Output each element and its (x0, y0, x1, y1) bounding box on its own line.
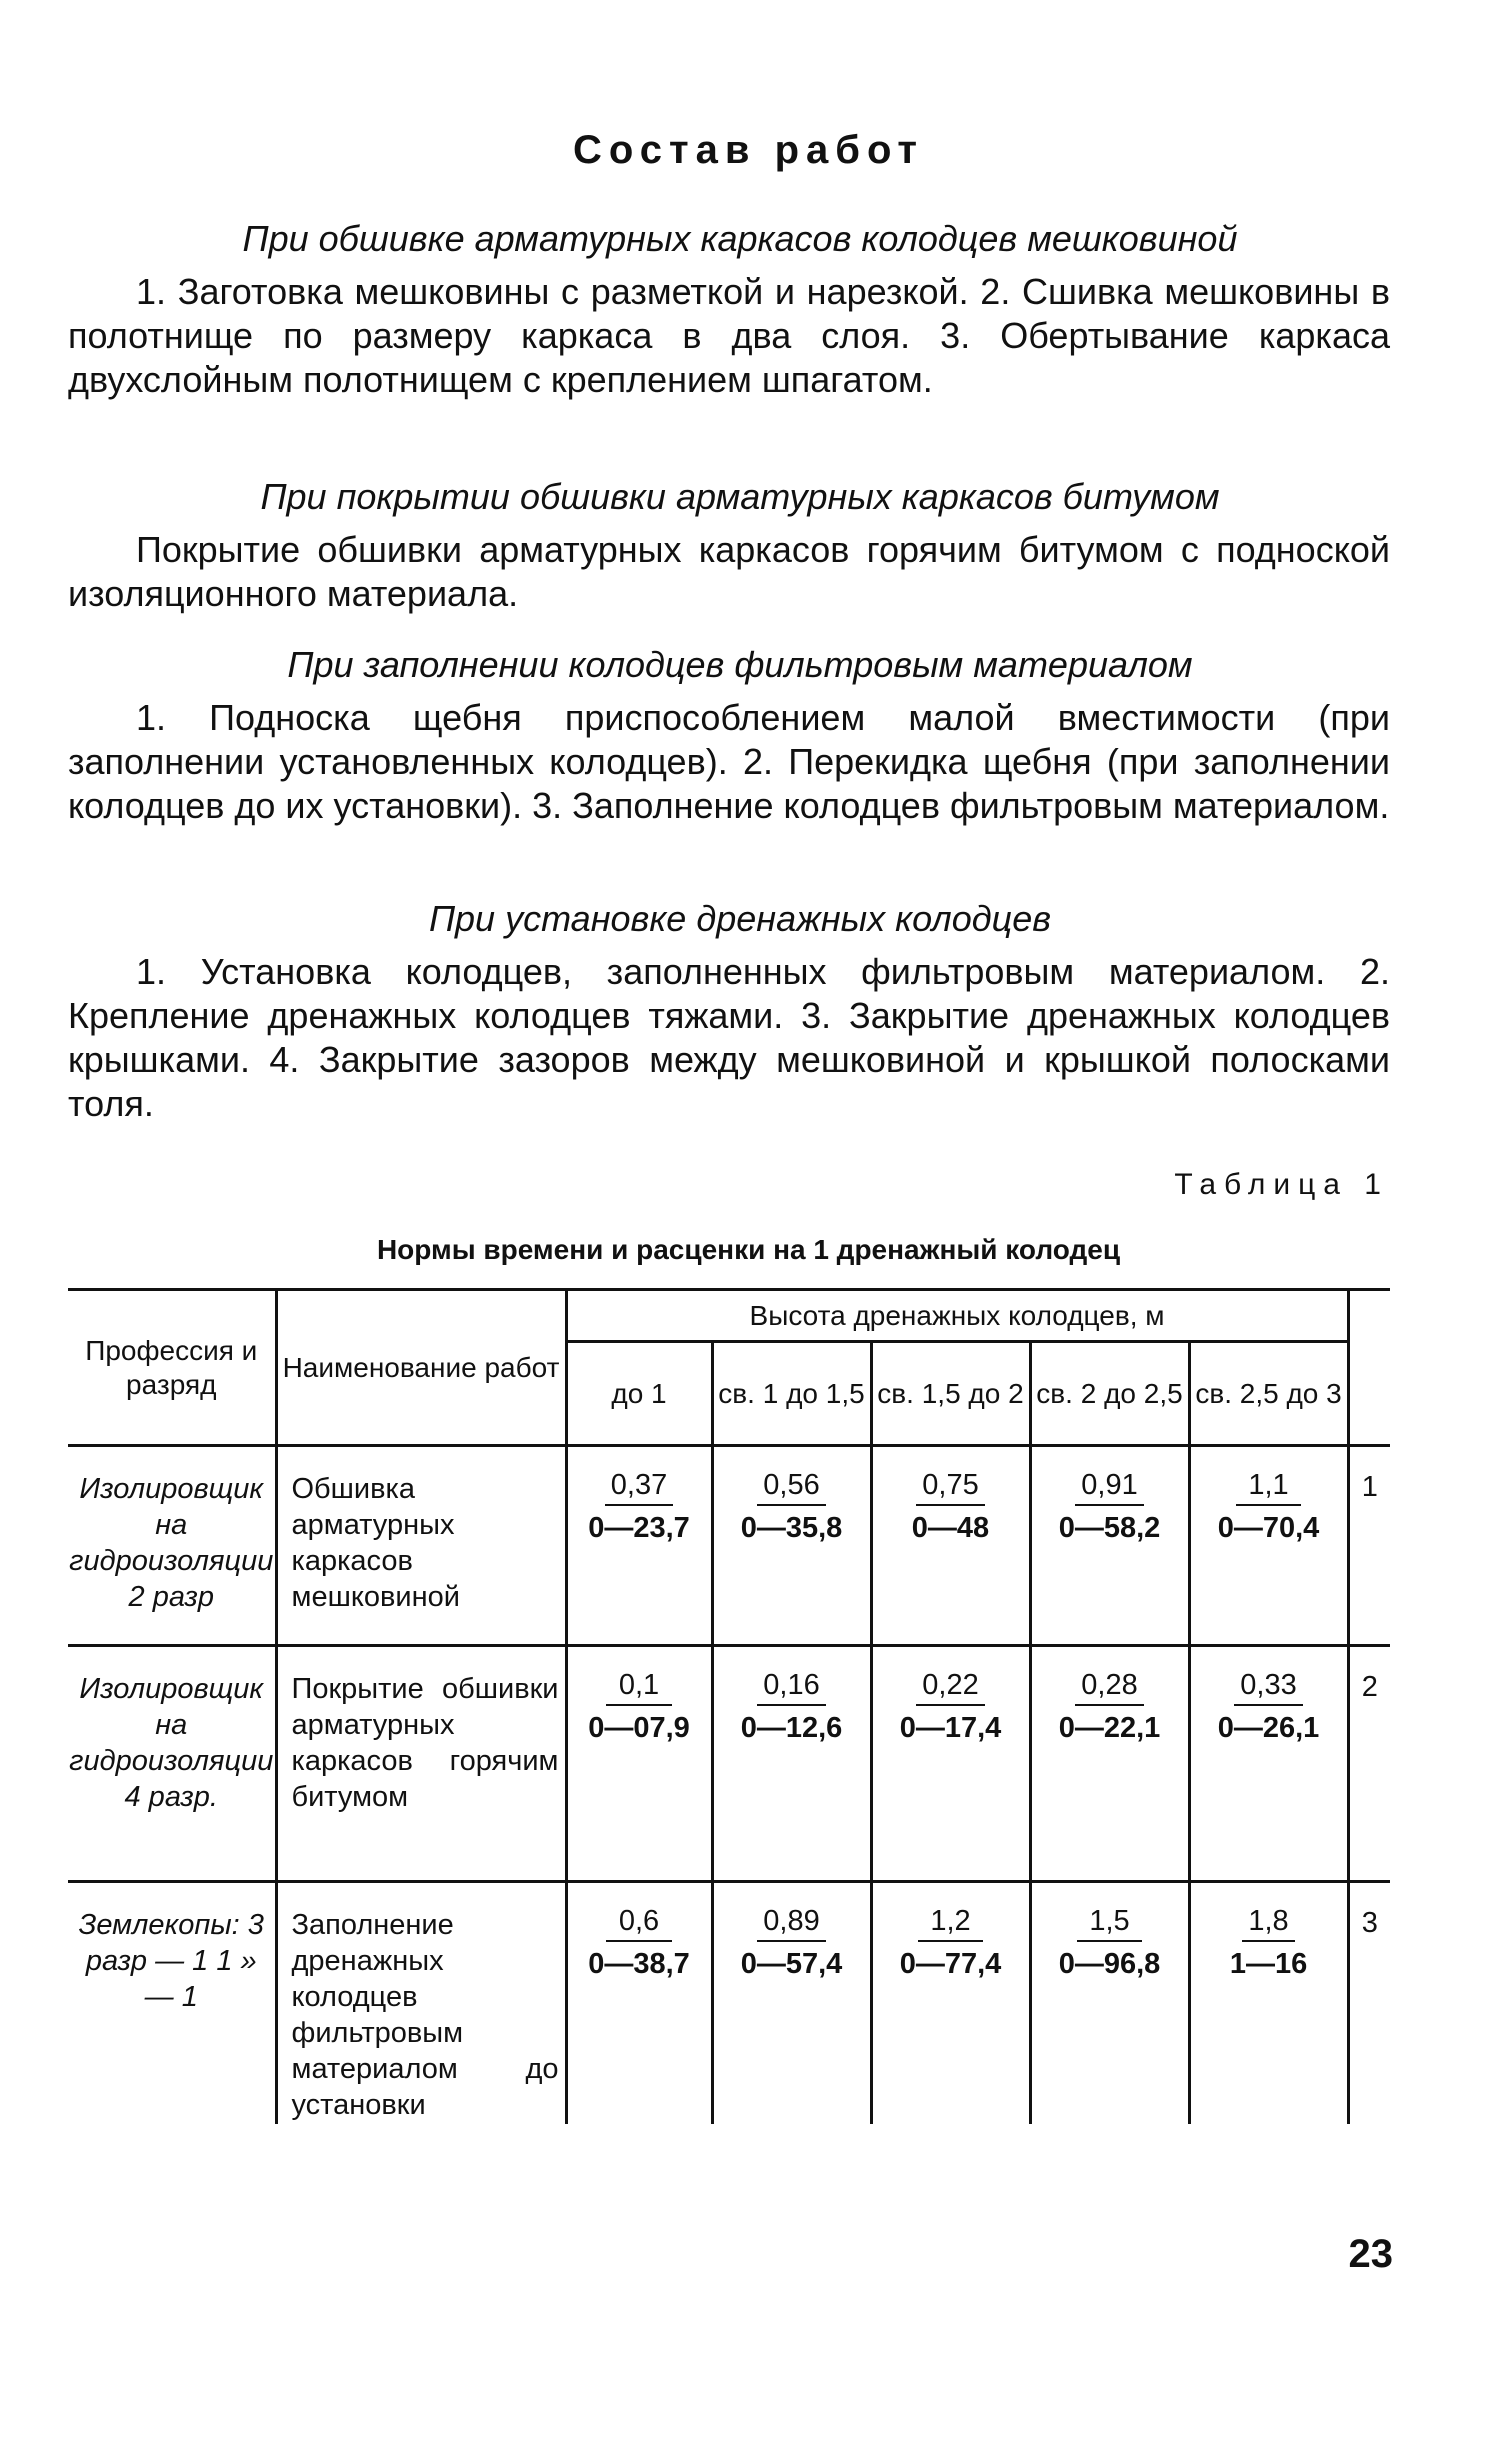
price-value: 0—48 (911, 1512, 990, 1544)
row-1-cell-5 (1189, 1446, 1348, 1646)
price-value: 0—70,4 (1217, 1512, 1320, 1544)
row-2-cell-5 (1189, 1646, 1348, 1882)
row-1-cell-3 (871, 1446, 1030, 1646)
section-4-text: 1. Установка колодцев, заполненных фильтровым материалом. 2. Крепление дренажных колодцев тяжами. 3. Закрытие дренажных колодцев крышками. 4. Закрытие зазоров между мешковиной и крышкой полосками толя. (68, 951, 1390, 1124)
table-row (68, 1882, 1390, 2124)
row-3-profession: Землекопы: 3 разр — 1 1 » — 1 (68, 1882, 276, 2124)
row-2-number: 2 (1348, 1646, 1390, 1882)
row-2-cell-2 (712, 1646, 871, 1882)
norm-value: 0,16 (757, 1669, 825, 1706)
table-label: Таблица 1 (1174, 1168, 1389, 1201)
price-value: 0—22,1 (1058, 1712, 1161, 1744)
row-1-cell-1 (566, 1446, 712, 1646)
row-3-cell-1 (566, 1882, 712, 2124)
header-height-group: Высота дренажных колодцев, м (566, 1290, 1348, 1342)
price-value: 0—23,7 (588, 1512, 690, 1544)
norm-value: 0,89 (757, 1905, 825, 1942)
table-caption: Нормы времени и расценки на 1 дренажный колодец (376, 1234, 1121, 1265)
norm-value: 0,1 (606, 1669, 672, 1706)
section-1-text: 1. Заготовка мешковины с разметкой и нарезкой. 2. Сшивка мешковины в полотнище по размеру каркаса в два слоя. 3. Обертывание каркаса двухслойным полотнищем с креплением шпагатом. (68, 271, 1390, 400)
section-2-text: Покрытие обшивки арматурных каркасов горячим битумом с подноской изоляционного материала. (68, 529, 1390, 614)
header-height-5: св. 2,5 до 3 (1189, 1342, 1348, 1446)
row-3-work: Заполнение дренажных колодцев фильтровым материалом до установки (276, 1882, 566, 2124)
row-2-work: Покрытие обшивки арматурных каркасов горячим битумом (276, 1646, 566, 1882)
price-value: 0—07,9 (588, 1712, 690, 1744)
row-3-number: 3 (1361, 1907, 1378, 1939)
price-value: 0—58,2 (1058, 1512, 1161, 1544)
norm-value: 0,56 (757, 1469, 825, 1506)
header-height-4: св. 2 до 2,5 (1030, 1342, 1189, 1446)
row-1-work: Обшивка арматурных каркасов мешковиной (276, 1446, 566, 1646)
price-value: 0—35,8 (740, 1512, 843, 1544)
row-2-cell-4 (1030, 1646, 1189, 1882)
norm-value: 0,22 (916, 1669, 984, 1706)
section-1-subtitle: При обшивке арматурных каркасов колодцев мешковиной (242, 218, 1238, 259)
section-3-subtitle: При заполнении колодцев фильтровым материалом (287, 644, 1193, 685)
price-value: 0—26,1 (1217, 1712, 1320, 1744)
row-3-cell-2 (712, 1882, 871, 2124)
section-2-subtitle: При покрытии обшивки арматурных каркасов битумом (260, 476, 1220, 517)
row-3-cell-5 (1189, 1882, 1348, 2124)
row-1-cell-4 (1030, 1446, 1189, 1646)
norm-value: 0,6 (606, 1905, 672, 1942)
price-value: 0—17,4 (899, 1712, 1002, 1744)
norm-value: 0,91 (1075, 1469, 1143, 1506)
header-height-2: св. 1 до 1,5 (712, 1342, 871, 1446)
header-profession: Профессия и разряд (68, 1290, 276, 1446)
norm-value: 0,33 (1234, 1669, 1302, 1706)
norm-value: 0,28 (1075, 1669, 1143, 1706)
row-3-cell-4 (1030, 1882, 1189, 2124)
norm-value: 1,2 (918, 1905, 984, 1942)
price-value: 0—57,4 (740, 1948, 843, 1980)
row-1-cell-2 (712, 1446, 871, 1646)
page-heading: Состав работ (573, 128, 924, 172)
header-number-column (1348, 1290, 1390, 1446)
header-work: Наименование работ (276, 1290, 566, 1446)
header-height-3: св. 1,5 до 2 (871, 1342, 1030, 1446)
header-height-1: до 1 (566, 1342, 712, 1446)
norm-value: 1,1 (1236, 1469, 1302, 1506)
section-4-subtitle: При установке дренажных колодцев (428, 898, 1052, 939)
price-value: 0—38,7 (588, 1948, 690, 1980)
table-row (68, 1446, 1390, 1646)
page-number: 23 (1348, 2232, 1393, 2276)
price-value: 1—16 (1229, 1948, 1308, 1980)
norm-value: 0,37 (605, 1469, 673, 1506)
row-3-cell-3 (871, 1882, 1030, 2124)
price-value: 0—12,6 (740, 1712, 843, 1744)
row-2-profession: Изолировщик на гидроизоляции 4 разр. (68, 1646, 276, 1882)
row-1-profession: Изолировщик на гидроизоляции 2 разр (68, 1446, 276, 1646)
section-3-text: 1. Подноска щебня приспособлением малой вместимости (при заполнении установленных колодцев). 2. Перекидка щебня (при заполнении колодцев до их установки). 3. Заполнение колодцев фильтровым материалом. (68, 697, 1390, 826)
norm-value: 1,8 (1242, 1905, 1294, 1942)
row-2-cell-1 (566, 1646, 712, 1882)
row-1-number: 1 (1348, 1446, 1390, 1646)
row-2-cell-3 (871, 1646, 1030, 1882)
price-value: 0—96,8 (1058, 1948, 1161, 1980)
price-value: 0—77,4 (899, 1948, 1002, 1980)
table-row (68, 1646, 1390, 1882)
norm-value: 1,5 (1077, 1905, 1143, 1942)
norms-table (68, 1288, 1390, 2124)
norm-value: 0,75 (916, 1469, 984, 1506)
